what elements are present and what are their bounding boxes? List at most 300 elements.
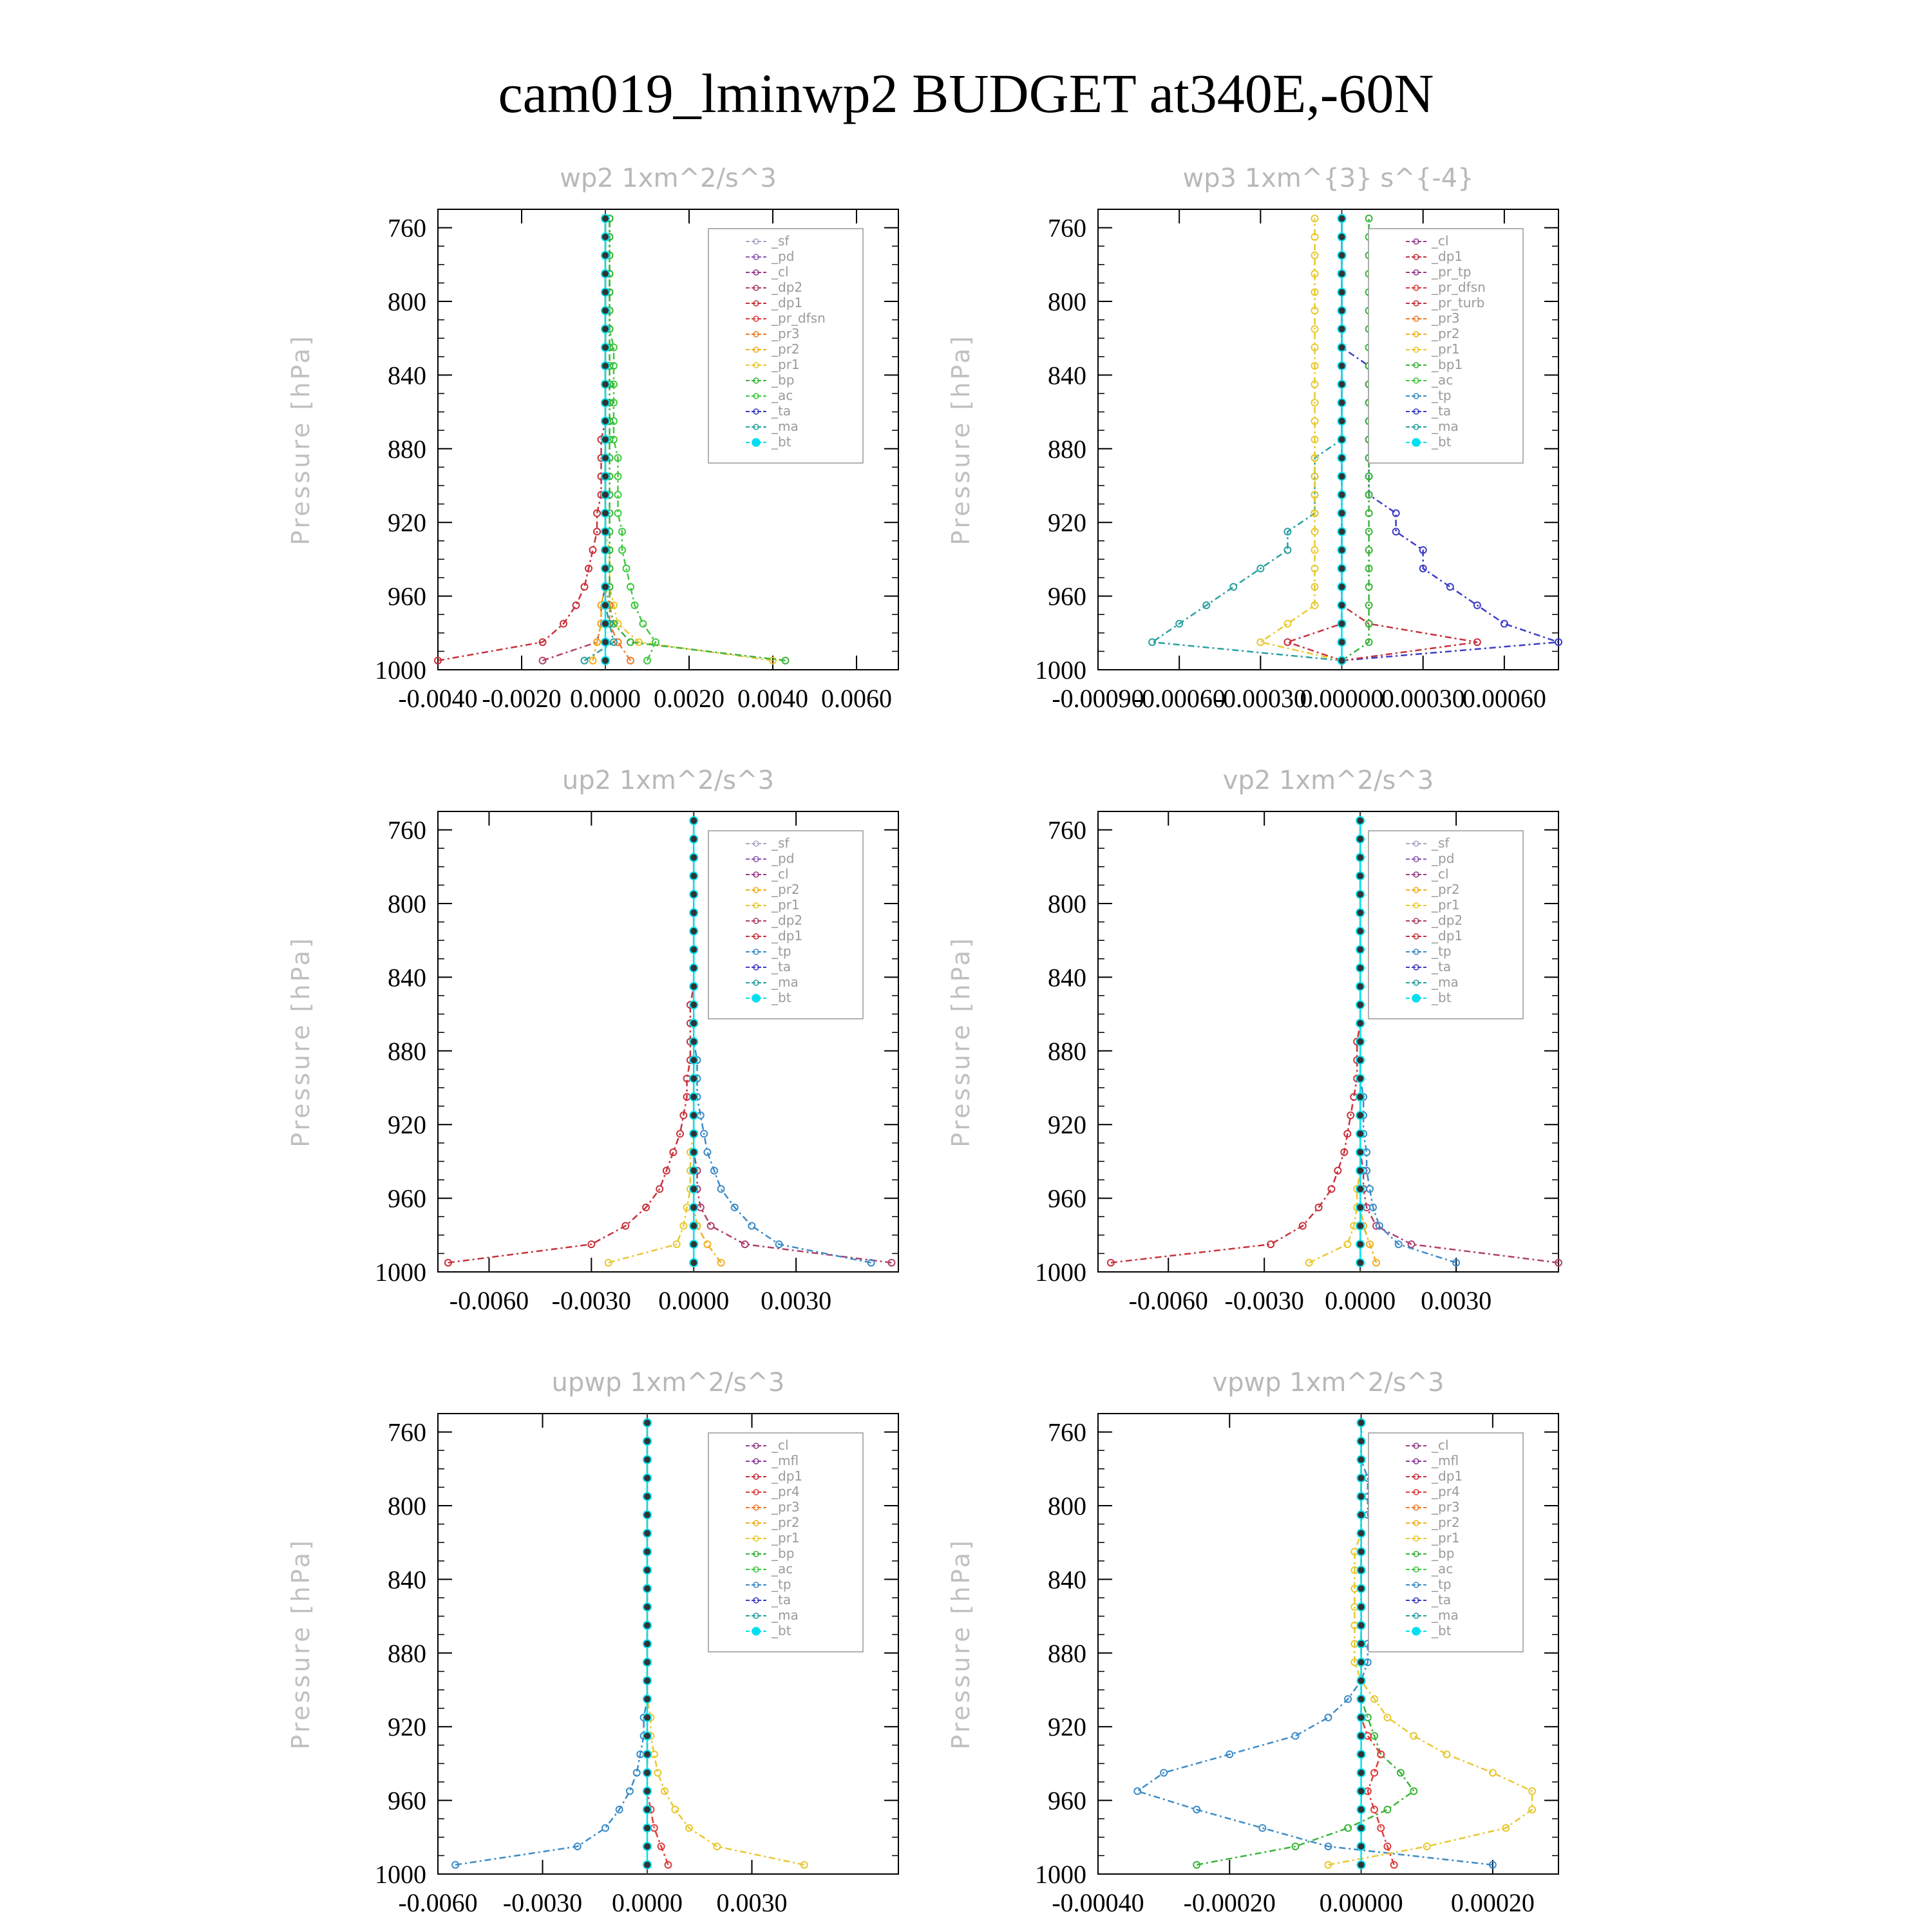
- legend-entry: _bp: [772, 372, 795, 388]
- data-point: [643, 1658, 651, 1666]
- data-point: [1338, 620, 1346, 628]
- data-point: [1356, 927, 1364, 935]
- x-tick-label: -0.0060: [398, 1888, 478, 1917]
- data-point: [601, 233, 609, 241]
- y-tick-label: 840: [1048, 1565, 1086, 1595]
- data-point: [601, 289, 609, 296]
- x-tick-label: -0.0040: [398, 684, 478, 713]
- legend-entry: _tp: [1432, 943, 1452, 959]
- legend-entry: _ac: [1432, 372, 1454, 388]
- legend-entry: _sf: [772, 233, 790, 249]
- y-tick-label: 960: [388, 1786, 426, 1815]
- x-tick-label: 0.0040: [737, 684, 808, 713]
- data-point: [643, 1787, 651, 1795]
- y-tick-label: 920: [1048, 1712, 1086, 1742]
- panel-title: vpwp 1xm^2/s^3: [1212, 1368, 1444, 1397]
- legend-entry: _ma: [1432, 1607, 1459, 1623]
- data-point: [1338, 601, 1346, 609]
- legend-entry: _cl: [772, 264, 789, 279]
- legend-entry: _mfl: [1432, 1453, 1459, 1468]
- y-tick-label: 920: [1048, 508, 1086, 538]
- legend-entry: _cl: [1432, 1437, 1449, 1453]
- y-tick-label: 800: [1048, 287, 1086, 316]
- legend-entry: _pr2: [1432, 882, 1460, 897]
- data-point: [601, 307, 609, 314]
- y-tick-label: 880: [388, 1638, 426, 1668]
- legend-entry: _bt: [1432, 434, 1452, 450]
- legend-entry: _pr4: [1432, 1484, 1460, 1499]
- data-point: [690, 1001, 697, 1009]
- data-point: [643, 1419, 651, 1426]
- data-point: [1338, 528, 1346, 536]
- y-tick-label: 960: [1048, 1184, 1086, 1213]
- chart-panel-1: [287, 164, 898, 713]
- legend-entry: _tp: [1432, 1577, 1452, 1592]
- data-point: [690, 1240, 697, 1248]
- data-point: [1358, 1714, 1365, 1721]
- x-tick-label: -0.0060: [1128, 1286, 1208, 1315]
- data-point: [643, 1622, 651, 1629]
- data-point: [1447, 583, 1454, 590]
- x-tick-label: 0.0020: [654, 684, 724, 713]
- data-point: [1410, 1788, 1417, 1794]
- data-point: [1338, 307, 1346, 314]
- series-line-_ma: [1152, 218, 1341, 660]
- y-axis-label: Pressure [hPa]: [287, 936, 315, 1148]
- data-point: [601, 565, 609, 573]
- panel-title: wp2 1xm^2/s^3: [560, 164, 777, 193]
- legend-entry: _pr2: [772, 341, 800, 357]
- data-point: [1356, 1240, 1364, 1248]
- x-tick-label: -0.00090: [1052, 684, 1144, 713]
- panel-title: upwp 1xm^2/s^3: [551, 1368, 785, 1397]
- data-point: [640, 621, 647, 627]
- legend-entry: _pr1: [772, 357, 800, 372]
- data-point: [1358, 1456, 1365, 1464]
- x-tick-label: 0.0000: [570, 684, 641, 713]
- data-point: [1358, 1566, 1365, 1574]
- data-point: [601, 214, 609, 222]
- data-point: [601, 417, 609, 425]
- data-point: [643, 1695, 651, 1703]
- y-axis-label: Pressure [hPa]: [287, 1538, 315, 1750]
- legend-entry: _ta: [1432, 959, 1452, 974]
- legend-entry: _cl: [1432, 233, 1449, 249]
- data-point: [1490, 1770, 1496, 1776]
- data-point: [601, 491, 609, 498]
- data-point: [1356, 1075, 1364, 1083]
- data-point: [1358, 1511, 1365, 1519]
- y-tick-label: 960: [388, 582, 426, 611]
- data-point: [643, 1824, 651, 1832]
- data-point: [1358, 1695, 1365, 1703]
- data-point: [1338, 270, 1346, 278]
- data-point: [1378, 1825, 1384, 1832]
- data-point: [690, 927, 697, 935]
- legend-entry: _pr2: [772, 1515, 800, 1530]
- legend-entry: _dp2: [1432, 913, 1463, 928]
- data-point: [748, 1223, 755, 1229]
- legend-entry: _dp1: [1432, 1468, 1463, 1484]
- data-point: [690, 1259, 697, 1267]
- data-point: [1356, 854, 1364, 862]
- data-point: [690, 1148, 697, 1156]
- data-point: [1284, 621, 1291, 627]
- data-point: [1292, 1733, 1298, 1739]
- x-tick-label: 0.0000: [612, 1888, 683, 1917]
- y-tick-label: 960: [1048, 582, 1086, 611]
- data-point: [1358, 1750, 1365, 1758]
- y-tick-label: 840: [1048, 361, 1086, 390]
- legend: [708, 831, 863, 1019]
- data-point: [573, 602, 580, 609]
- data-point: [1356, 1167, 1364, 1175]
- legend-entry: _pr3: [1432, 310, 1460, 326]
- data-point: [643, 1456, 651, 1464]
- data-point: [1393, 529, 1399, 535]
- panel-title: vp2 1xm^2/s^3: [1222, 766, 1434, 795]
- data-point: [1338, 454, 1346, 462]
- legend-marker: [1412, 1627, 1420, 1635]
- data-point: [1358, 1474, 1365, 1482]
- data-point: [643, 1750, 651, 1758]
- data-point: [601, 546, 609, 554]
- legend: [708, 1433, 863, 1652]
- legend-marker: [1412, 439, 1420, 446]
- data-point: [1358, 1640, 1365, 1648]
- data-point: [690, 1019, 697, 1027]
- data-point: [690, 909, 697, 916]
- data-point: [1358, 1493, 1365, 1501]
- y-tick-label: 840: [388, 963, 426, 992]
- data-point: [1257, 639, 1264, 645]
- series-line-_dp1: [438, 218, 605, 660]
- data-point: [643, 1585, 651, 1593]
- data-point: [1356, 1185, 1364, 1193]
- legend-entry: _dp1: [1432, 928, 1463, 943]
- data-point: [690, 1056, 697, 1064]
- data-point: [1356, 1222, 1364, 1230]
- data-point: [690, 983, 697, 990]
- data-point: [690, 854, 697, 862]
- x-tick-label: -0.0060: [449, 1286, 529, 1315]
- data-point: [1356, 891, 1364, 898]
- chart-panel-4: [947, 766, 1562, 1315]
- data-point: [1338, 638, 1346, 646]
- data-point: [1356, 1019, 1364, 1027]
- data-point: [1338, 381, 1346, 388]
- data-point: [601, 325, 609, 333]
- legend: [1368, 831, 1523, 1019]
- series-line-_dp2: [543, 218, 606, 660]
- data-point: [601, 362, 609, 370]
- data-point: [602, 1825, 609, 1832]
- data-point: [643, 1769, 651, 1777]
- data-point: [601, 454, 609, 462]
- legend-entry: _sf: [772, 835, 790, 851]
- data-point: [1356, 1204, 1364, 1211]
- data-point: [690, 1112, 697, 1119]
- data-point: [643, 1603, 651, 1611]
- data-point: [643, 1566, 651, 1574]
- data-point: [643, 1640, 651, 1648]
- legend-entry: _pr3: [772, 326, 800, 341]
- data-point: [1356, 1038, 1364, 1046]
- data-point: [690, 1093, 697, 1101]
- data-point: [643, 1861, 651, 1869]
- legend-entry: _pr1: [1432, 897, 1460, 913]
- data-point: [1338, 417, 1346, 425]
- data-point: [1358, 1787, 1365, 1795]
- legend-entry: _sf: [1432, 835, 1450, 851]
- y-tick-label: 800: [388, 889, 426, 918]
- legend-entry: _pr_turb: [1432, 295, 1485, 310]
- data-point: [1358, 1622, 1365, 1629]
- y-tick-label: 880: [388, 1036, 426, 1066]
- legend: [1368, 229, 1523, 463]
- legend-entry: _ma: [772, 419, 799, 434]
- y-tick-label: 840: [388, 1565, 426, 1595]
- data-point: [1338, 399, 1346, 406]
- series-line-_pr1: [609, 820, 694, 1262]
- data-point: [1338, 252, 1346, 260]
- chart-panel-6: [947, 1368, 1558, 1917]
- y-tick-label: 760: [388, 1417, 426, 1447]
- data-point: [1358, 1603, 1365, 1611]
- legend-entry: _mfl: [772, 1453, 799, 1468]
- data-point: [690, 946, 697, 954]
- x-tick-label: 0.0030: [1421, 1286, 1492, 1315]
- y-axis-label: Pressure [hPa]: [947, 936, 975, 1148]
- legend-entry: _pr2: [772, 882, 800, 897]
- data-point: [643, 1732, 651, 1740]
- data-point: [601, 601, 609, 609]
- legend-entry: _dp2: [772, 279, 803, 295]
- legend-entry: _pr2: [1432, 326, 1460, 341]
- data-point: [1356, 1112, 1364, 1119]
- data-point: [643, 1530, 651, 1537]
- legend-entry: _ma: [772, 1607, 799, 1623]
- x-tick-label: -0.0020: [482, 684, 562, 713]
- legend-entry: _pr_dfsn: [1432, 279, 1486, 295]
- data-point: [1356, 817, 1364, 824]
- y-tick-label: 760: [388, 815, 426, 845]
- x-tick-label: 0.00020: [1450, 1888, 1535, 1917]
- legend-entry: _dp1: [772, 1468, 803, 1484]
- x-tick-label: -0.0030: [1224, 1286, 1304, 1315]
- legend-entry: _pr1: [1432, 1530, 1460, 1546]
- y-tick-label: 880: [1048, 1036, 1086, 1066]
- legend-entry: _dp1: [1432, 249, 1463, 264]
- legend-marker: [752, 439, 760, 446]
- y-tick-label: 1000: [1035, 1258, 1086, 1287]
- y-tick-label: 840: [1048, 963, 1086, 992]
- data-point: [690, 835, 697, 843]
- data-point: [690, 872, 697, 880]
- x-tick-label: -0.00060: [1133, 684, 1226, 713]
- data-point: [1134, 1788, 1141, 1794]
- legend-entry: _ta: [1432, 1592, 1452, 1607]
- data-point: [690, 964, 697, 972]
- legend-entry: _ac: [1432, 1561, 1454, 1577]
- data-point: [690, 1075, 697, 1083]
- legend-entry: _bp: [1432, 1546, 1455, 1561]
- data-point: [601, 509, 609, 517]
- y-tick-label: 920: [388, 1712, 426, 1742]
- legend-entry: _ac: [772, 388, 793, 403]
- y-tick-label: 1000: [1035, 656, 1086, 685]
- y-axis-label: Pressure [hPa]: [947, 1538, 975, 1750]
- legend-entry: _bt: [772, 1623, 791, 1638]
- legend-marker: [1412, 994, 1420, 1002]
- legend-entry: _bp1: [1432, 357, 1463, 372]
- data-point: [1338, 657, 1346, 665]
- data-point: [601, 381, 609, 388]
- data-point: [1325, 1714, 1332, 1721]
- x-tick-label: 0.00000: [1319, 1888, 1403, 1917]
- legend-marker: [752, 1627, 760, 1635]
- data-point: [1410, 1733, 1417, 1739]
- data-point: [690, 891, 697, 898]
- legend-entry: _pd: [1432, 851, 1455, 866]
- x-tick-label: -0.00040: [1052, 1888, 1144, 1917]
- data-point: [643, 1842, 651, 1850]
- panel-title: up2 1xm^2/s^3: [562, 766, 775, 795]
- x-tick-label: -0.00030: [1214, 684, 1307, 713]
- y-tick-label: 880: [1048, 1638, 1086, 1668]
- data-point: [742, 1241, 748, 1247]
- data-point: [601, 620, 609, 628]
- data-point: [1338, 362, 1346, 370]
- data-point: [1230, 583, 1236, 590]
- legend-entry: _bt: [772, 434, 791, 450]
- data-point: [601, 657, 609, 665]
- legend-entry: _ma: [1432, 974, 1459, 990]
- data-point: [1338, 546, 1346, 554]
- legend-entry: _ma: [1432, 419, 1459, 434]
- legend-entry: _pr3: [772, 1499, 800, 1515]
- x-tick-label: 0.0000: [658, 1286, 730, 1315]
- data-point: [1338, 583, 1346, 591]
- data-point: [1356, 1148, 1364, 1156]
- legend-entry: _pr1: [772, 897, 800, 913]
- data-point: [672, 1806, 678, 1813]
- x-tick-label: 0.00060: [1462, 684, 1546, 713]
- data-point: [1338, 233, 1346, 241]
- x-tick-label: 0.00000: [1300, 684, 1384, 713]
- data-point: [1356, 909, 1364, 916]
- data-point: [1358, 1806, 1365, 1814]
- data-point: [1259, 1825, 1265, 1832]
- data-point: [1356, 964, 1364, 972]
- data-point: [601, 399, 609, 406]
- data-point: [1356, 1130, 1364, 1138]
- x-tick-label: 0.0000: [1325, 1286, 1396, 1315]
- y-tick-label: 920: [388, 1110, 426, 1140]
- legend-entry: _tp: [772, 943, 791, 959]
- y-tick-label: 760: [1048, 815, 1086, 845]
- data-point: [1358, 1658, 1365, 1666]
- y-axis-label: Pressure [hPa]: [947, 334, 975, 545]
- data-point: [1358, 1419, 1365, 1426]
- data-point: [643, 1474, 651, 1482]
- data-point: [1358, 1548, 1365, 1556]
- panel-title: wp3 1xm^{3} s^{-4}: [1182, 164, 1474, 193]
- data-point: [601, 473, 609, 480]
- series-line-_dp1: [448, 820, 694, 1262]
- y-tick-label: 1000: [375, 1258, 426, 1287]
- legend-entry: _ac: [772, 1561, 793, 1577]
- legend-entry: _tp: [772, 1577, 791, 1592]
- data-point: [601, 638, 609, 646]
- data-point: [1358, 1732, 1365, 1740]
- y-tick-label: 920: [1048, 1110, 1086, 1140]
- x-tick-label: 0.00030: [1381, 684, 1465, 713]
- y-tick-label: 800: [1048, 889, 1086, 918]
- data-point: [1356, 983, 1364, 990]
- y-tick-label: 960: [388, 1184, 426, 1213]
- data-point: [1338, 436, 1346, 444]
- series-line-_pr1: [1309, 820, 1361, 1262]
- legend-entry: _ta: [1432, 403, 1452, 419]
- x-tick-label: 0.0060: [821, 684, 892, 713]
- legend-entry: _ta: [772, 959, 791, 974]
- chart-panel-5: [287, 1368, 898, 1917]
- data-point: [643, 1548, 651, 1556]
- legend-entry: _bp: [772, 1546, 795, 1561]
- y-tick-label: 800: [388, 287, 426, 316]
- x-tick-label: -0.0030: [502, 1888, 583, 1917]
- data-point: [1443, 1751, 1450, 1757]
- data-point: [1358, 1861, 1365, 1869]
- chart-panel-2: [947, 164, 1562, 713]
- y-axis-label: Pressure [hPa]: [287, 334, 315, 545]
- legend-entry: _pr2: [1432, 1515, 1460, 1530]
- y-tick-label: 760: [1048, 1417, 1086, 1447]
- y-tick-label: 1000: [1035, 1860, 1086, 1889]
- legend-entry: _cl: [772, 1437, 789, 1453]
- data-point: [708, 1223, 714, 1229]
- data-point: [1338, 214, 1346, 222]
- y-tick-label: 800: [1048, 1492, 1086, 1520]
- data-point: [643, 1714, 651, 1721]
- legend-entry: _pr4: [772, 1484, 800, 1499]
- data-point: [1338, 565, 1346, 573]
- series-line-_tp: [455, 1423, 647, 1864]
- legend: [708, 229, 863, 463]
- data-point: [601, 270, 609, 278]
- data-point: [643, 1493, 651, 1501]
- data-point: [1356, 1259, 1364, 1267]
- legend-entry: _cl: [1432, 866, 1449, 882]
- data-point: [601, 436, 609, 444]
- legend-entry: _pd: [772, 249, 795, 264]
- legend-entry: _bt: [1432, 990, 1452, 1005]
- y-tick-label: 880: [1048, 434, 1086, 464]
- data-point: [690, 1204, 697, 1211]
- legend-marker: [752, 994, 760, 1002]
- legend-entry: _cl: [772, 866, 789, 882]
- series-line-_dp1: [1111, 820, 1360, 1262]
- data-point: [1358, 1824, 1365, 1832]
- data-point: [1358, 1530, 1365, 1537]
- data-point: [718, 1186, 724, 1192]
- legend-entry: _ma: [772, 974, 799, 990]
- legend-entry: _dp1: [772, 928, 803, 943]
- data-point: [1338, 289, 1346, 296]
- data-point: [690, 1038, 697, 1046]
- legend: [1368, 1433, 1523, 1652]
